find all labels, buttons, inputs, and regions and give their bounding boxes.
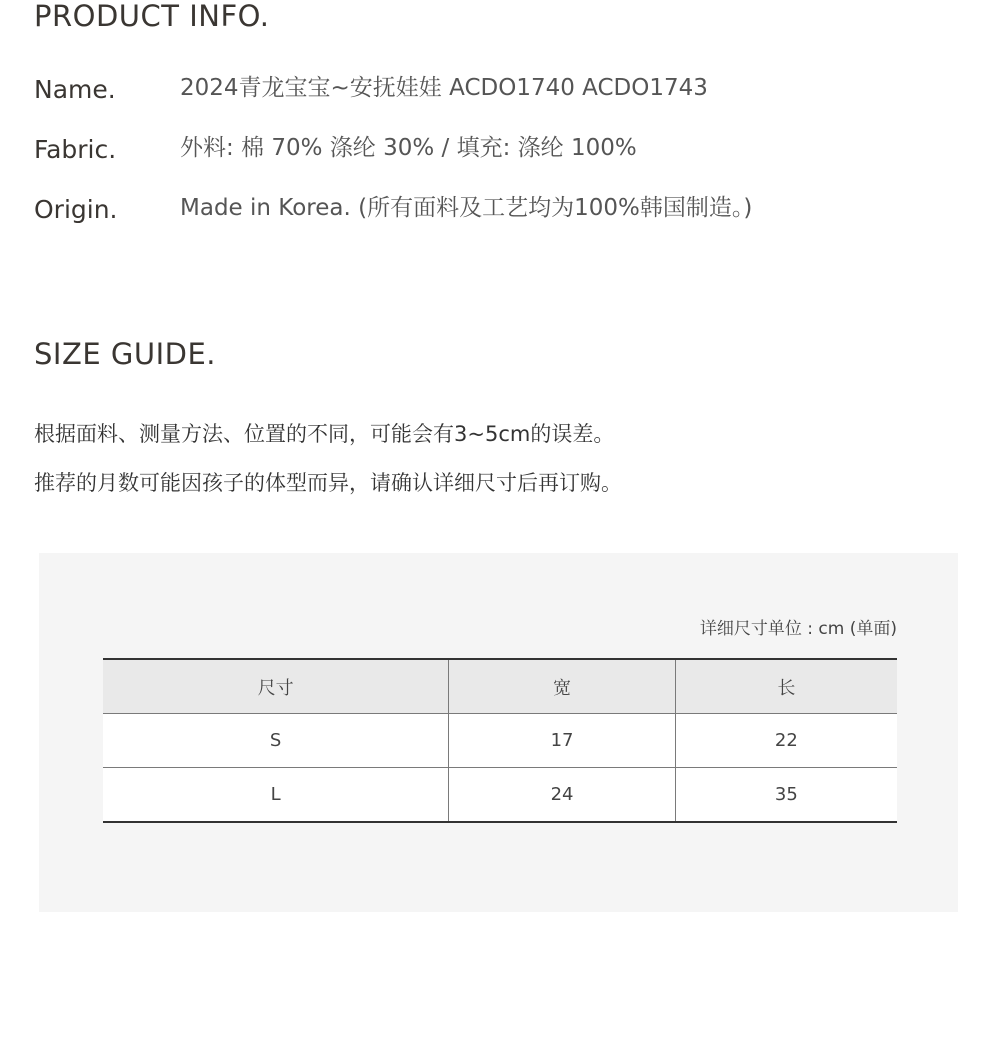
- cell-length: 22: [675, 714, 897, 768]
- cell-width: 17: [449, 714, 675, 768]
- size-guide-note: 根据面料、测量方法、位置的不同，可能会有3~5cm的误差。: [34, 422, 615, 446]
- table-row: [103, 714, 897, 768]
- table-row: [103, 768, 897, 823]
- info-label-name: Name.: [34, 75, 116, 104]
- cell-size: S: [103, 714, 449, 768]
- info-row-name: [34, 73, 934, 107]
- cell-width: 24: [449, 768, 675, 823]
- table-header-row: [103, 659, 897, 714]
- header-width: 宽: [449, 659, 675, 714]
- unit-note: 详细尺寸单位 : cm (单面): [699, 619, 897, 639]
- size-table-panel: [39, 553, 958, 912]
- size-table: [103, 658, 897, 823]
- info-value-name: 2024青龙宝宝~安抚娃娃 ACDO1740 ACDO1743: [180, 75, 708, 101]
- info-value-origin: Made in Korea. (所有面料及工艺均为100%韩国制造。): [180, 195, 753, 221]
- product-info-title: PRODUCT INFO.: [34, 0, 270, 33]
- header-size: 尺寸: [103, 659, 449, 714]
- info-label-origin: Origin.: [34, 195, 118, 224]
- cell-length: 35: [675, 768, 897, 823]
- cell-size: L: [103, 768, 449, 823]
- info-row-fabric: [34, 133, 934, 167]
- size-guide-note: 推荐的月数可能因孩子的体型而异，请确认详细尺寸后再订购。: [34, 471, 622, 495]
- info-value-fabric: 外料: 棉 70% 涤纶 30% / 填充: 涤纶 100%: [180, 135, 637, 161]
- header-length: 长: [675, 659, 897, 714]
- info-label-fabric: Fabric.: [34, 135, 117, 164]
- info-row-origin: [34, 193, 934, 227]
- size-guide-title: SIZE GUIDE.: [34, 337, 216, 371]
